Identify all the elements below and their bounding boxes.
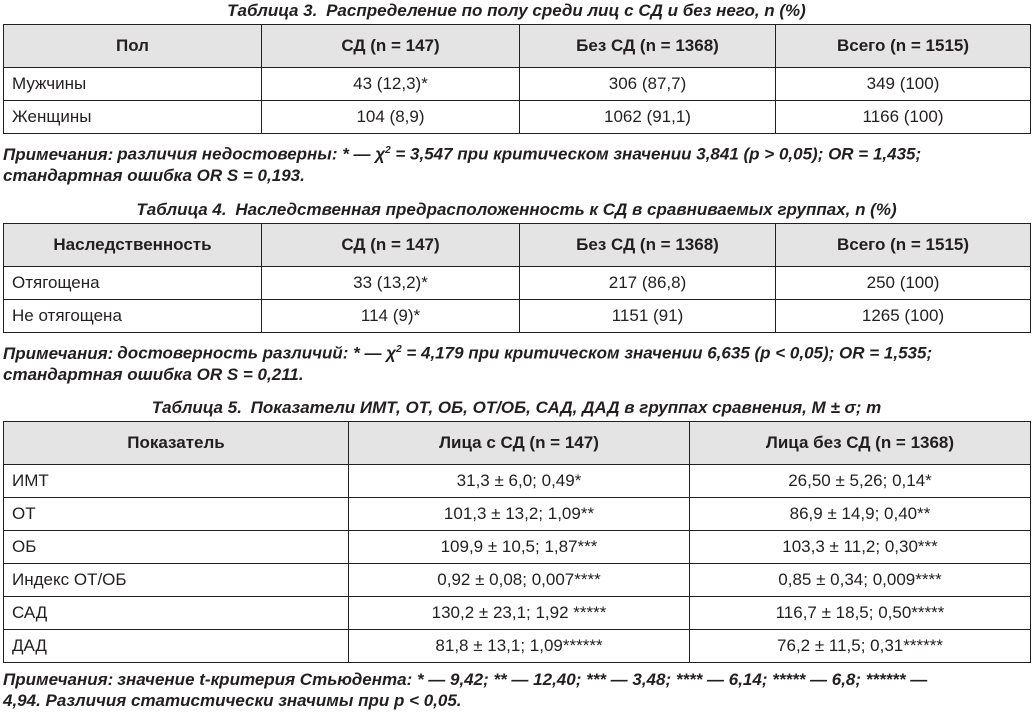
note-text: значение t-критерия Стьюдента: * — 9,42; ** — 12,40; *** — 3,48; **** — 6,14; ***** — 6,8; ****** — [117, 670, 928, 689]
table-cell: 76,2 ± 11,5; 0,31****** [690, 630, 1031, 663]
table-cell: 26,50 ± 5,26; 0,14* [690, 465, 1031, 498]
table3-header-cell: Без СД (n = 1368) [520, 25, 776, 68]
table-cell: 116,7 ± 18,5; 0,50***** [690, 597, 1031, 630]
table3-section [0, 0, 1033, 186]
table-cell: ОТ [4, 498, 349, 531]
table-row [4, 267, 1031, 300]
table-cell: 101,3 ± 13,2; 1,09** [349, 498, 690, 531]
table5-header-cell: Лица с СД (n = 147) [349, 422, 690, 465]
superscript: 2 [396, 344, 402, 355]
table3-caption-number: Таблица 3. [227, 1, 318, 20]
note-text: достоверность различий: * — χ [117, 343, 397, 363]
table4-section [0, 199, 1033, 385]
table-cell: ИМТ [4, 465, 349, 498]
table3-header-cell: Всего (n = 1515) [776, 25, 1031, 68]
table4-header-row [4, 224, 1031, 267]
table-cell: 31,3 ± 6,0; 0,49* [349, 465, 690, 498]
table-cell: 1166 (100) [776, 101, 1031, 134]
table-cell: 109,9 ± 10,5; 1,87*** [349, 531, 690, 564]
table3-caption-text: Распределение по полу среди лиц с СД и без него, n (%) [326, 1, 806, 20]
table-row [4, 564, 1031, 597]
table5-header-cell: Показатель [4, 422, 349, 465]
table-cell: 104 (8,9) [262, 101, 520, 134]
table-cell: Мужчины [4, 68, 262, 101]
table-row [4, 597, 1031, 630]
table3-header-cell: Пол [4, 25, 262, 68]
table-row [4, 465, 1031, 498]
table4-header-cell: Всего (n = 1515) [776, 224, 1031, 267]
table3-header-cell: СД (n = 147) [262, 25, 520, 68]
superscript: 2 [385, 145, 391, 156]
note-text: = 3,547 при критическом значении 3,841 (p > 0,05); OR = 1,435; [390, 144, 922, 164]
table-cell: ОБ [4, 531, 349, 564]
table-cell: 0,92 ± 0,08; 0,007**** [349, 564, 690, 597]
table-cell: 1151 (91) [520, 300, 776, 333]
table-cell: 86,9 ± 14,9; 0,40** [690, 498, 1031, 531]
table-cell: 33 (13,2)* [262, 267, 520, 300]
note-text: стандартная ошибка OR S = 0,211. [3, 364, 304, 384]
table5-caption-number: Таблица 5. [151, 398, 242, 417]
table-cell: Отягощена [4, 267, 262, 300]
table-row [4, 300, 1031, 333]
table-cell: Не отягощена [4, 300, 262, 333]
table-cell: 217 (86,8) [520, 267, 776, 300]
table-row [4, 68, 1031, 101]
table4-note [0, 339, 1033, 385]
table4 [3, 223, 1031, 333]
table-cell: 114 (9)* [262, 300, 520, 333]
table4-header-cell: СД (n = 147) [262, 224, 520, 267]
table-row [4, 498, 1031, 531]
note-text: различия недостоверны: * — χ [117, 144, 386, 164]
table3-header-row [4, 25, 1031, 68]
table-cell: 0,85 ± 0,34; 0,009**** [690, 564, 1031, 597]
table4-caption [0, 199, 1033, 223]
table5 [3, 421, 1031, 663]
table-cell: 1062 (91,1) [520, 101, 776, 134]
table-cell: 130,2 ± 23,1; 1,92 ***** [349, 597, 690, 630]
note-text: = 4,179 при критическом значении 6,635 (p < 0,05); OR = 1,535; [401, 343, 933, 363]
table4-caption-text: Наследственная предрасположенность к СД в сравниваемых группах, n (%) [235, 200, 897, 219]
table-cell: 349 (100) [776, 68, 1031, 101]
note-label: Примечания: [3, 670, 114, 689]
note-label: Примечания: [3, 144, 114, 164]
table-cell: ДАД [4, 630, 349, 663]
table5-note [0, 669, 1033, 711]
table-cell: 1265 (100) [776, 300, 1031, 333]
table3-caption [0, 0, 1033, 24]
table-row [4, 101, 1031, 134]
table-cell: Женщины [4, 101, 262, 134]
table-cell: 250 (100) [776, 267, 1031, 300]
table-cell: 81,8 ± 13,1; 1,09****** [349, 630, 690, 663]
table-cell: САД [4, 597, 349, 630]
table4-caption-number: Таблица 4. [136, 200, 227, 219]
note-text: 4,94. Различия статистически значимы при p < 0,05. [3, 691, 462, 710]
table5-caption-text: Показатели ИМТ, ОТ, ОБ, ОТ/ОБ, САД, ДАД в группах сравнения, M ± σ; m [250, 398, 882, 417]
table5-caption [0, 397, 1033, 421]
table3-note [0, 140, 1033, 186]
table-cell: 306 (87,7) [520, 68, 776, 101]
note-label: Примечания: [3, 343, 114, 363]
table-cell: 43 (12,3)* [262, 68, 520, 101]
table-row [4, 630, 1031, 663]
table-cell: Индекс ОТ/ОБ [4, 564, 349, 597]
table5-section [0, 397, 1033, 711]
table5-header-row [4, 422, 1031, 465]
note-text: стандартная ошибка OR S = 0,193. [3, 165, 305, 185]
table4-header-cell: Наследственность [4, 224, 262, 267]
table3 [3, 24, 1031, 134]
table5-header-cell: Лица без СД (n = 1368) [690, 422, 1031, 465]
table4-header-cell: Без СД (n = 1368) [520, 224, 776, 267]
table-cell: 103,3 ± 11,2; 0,30*** [690, 531, 1031, 564]
table-row [4, 531, 1031, 564]
